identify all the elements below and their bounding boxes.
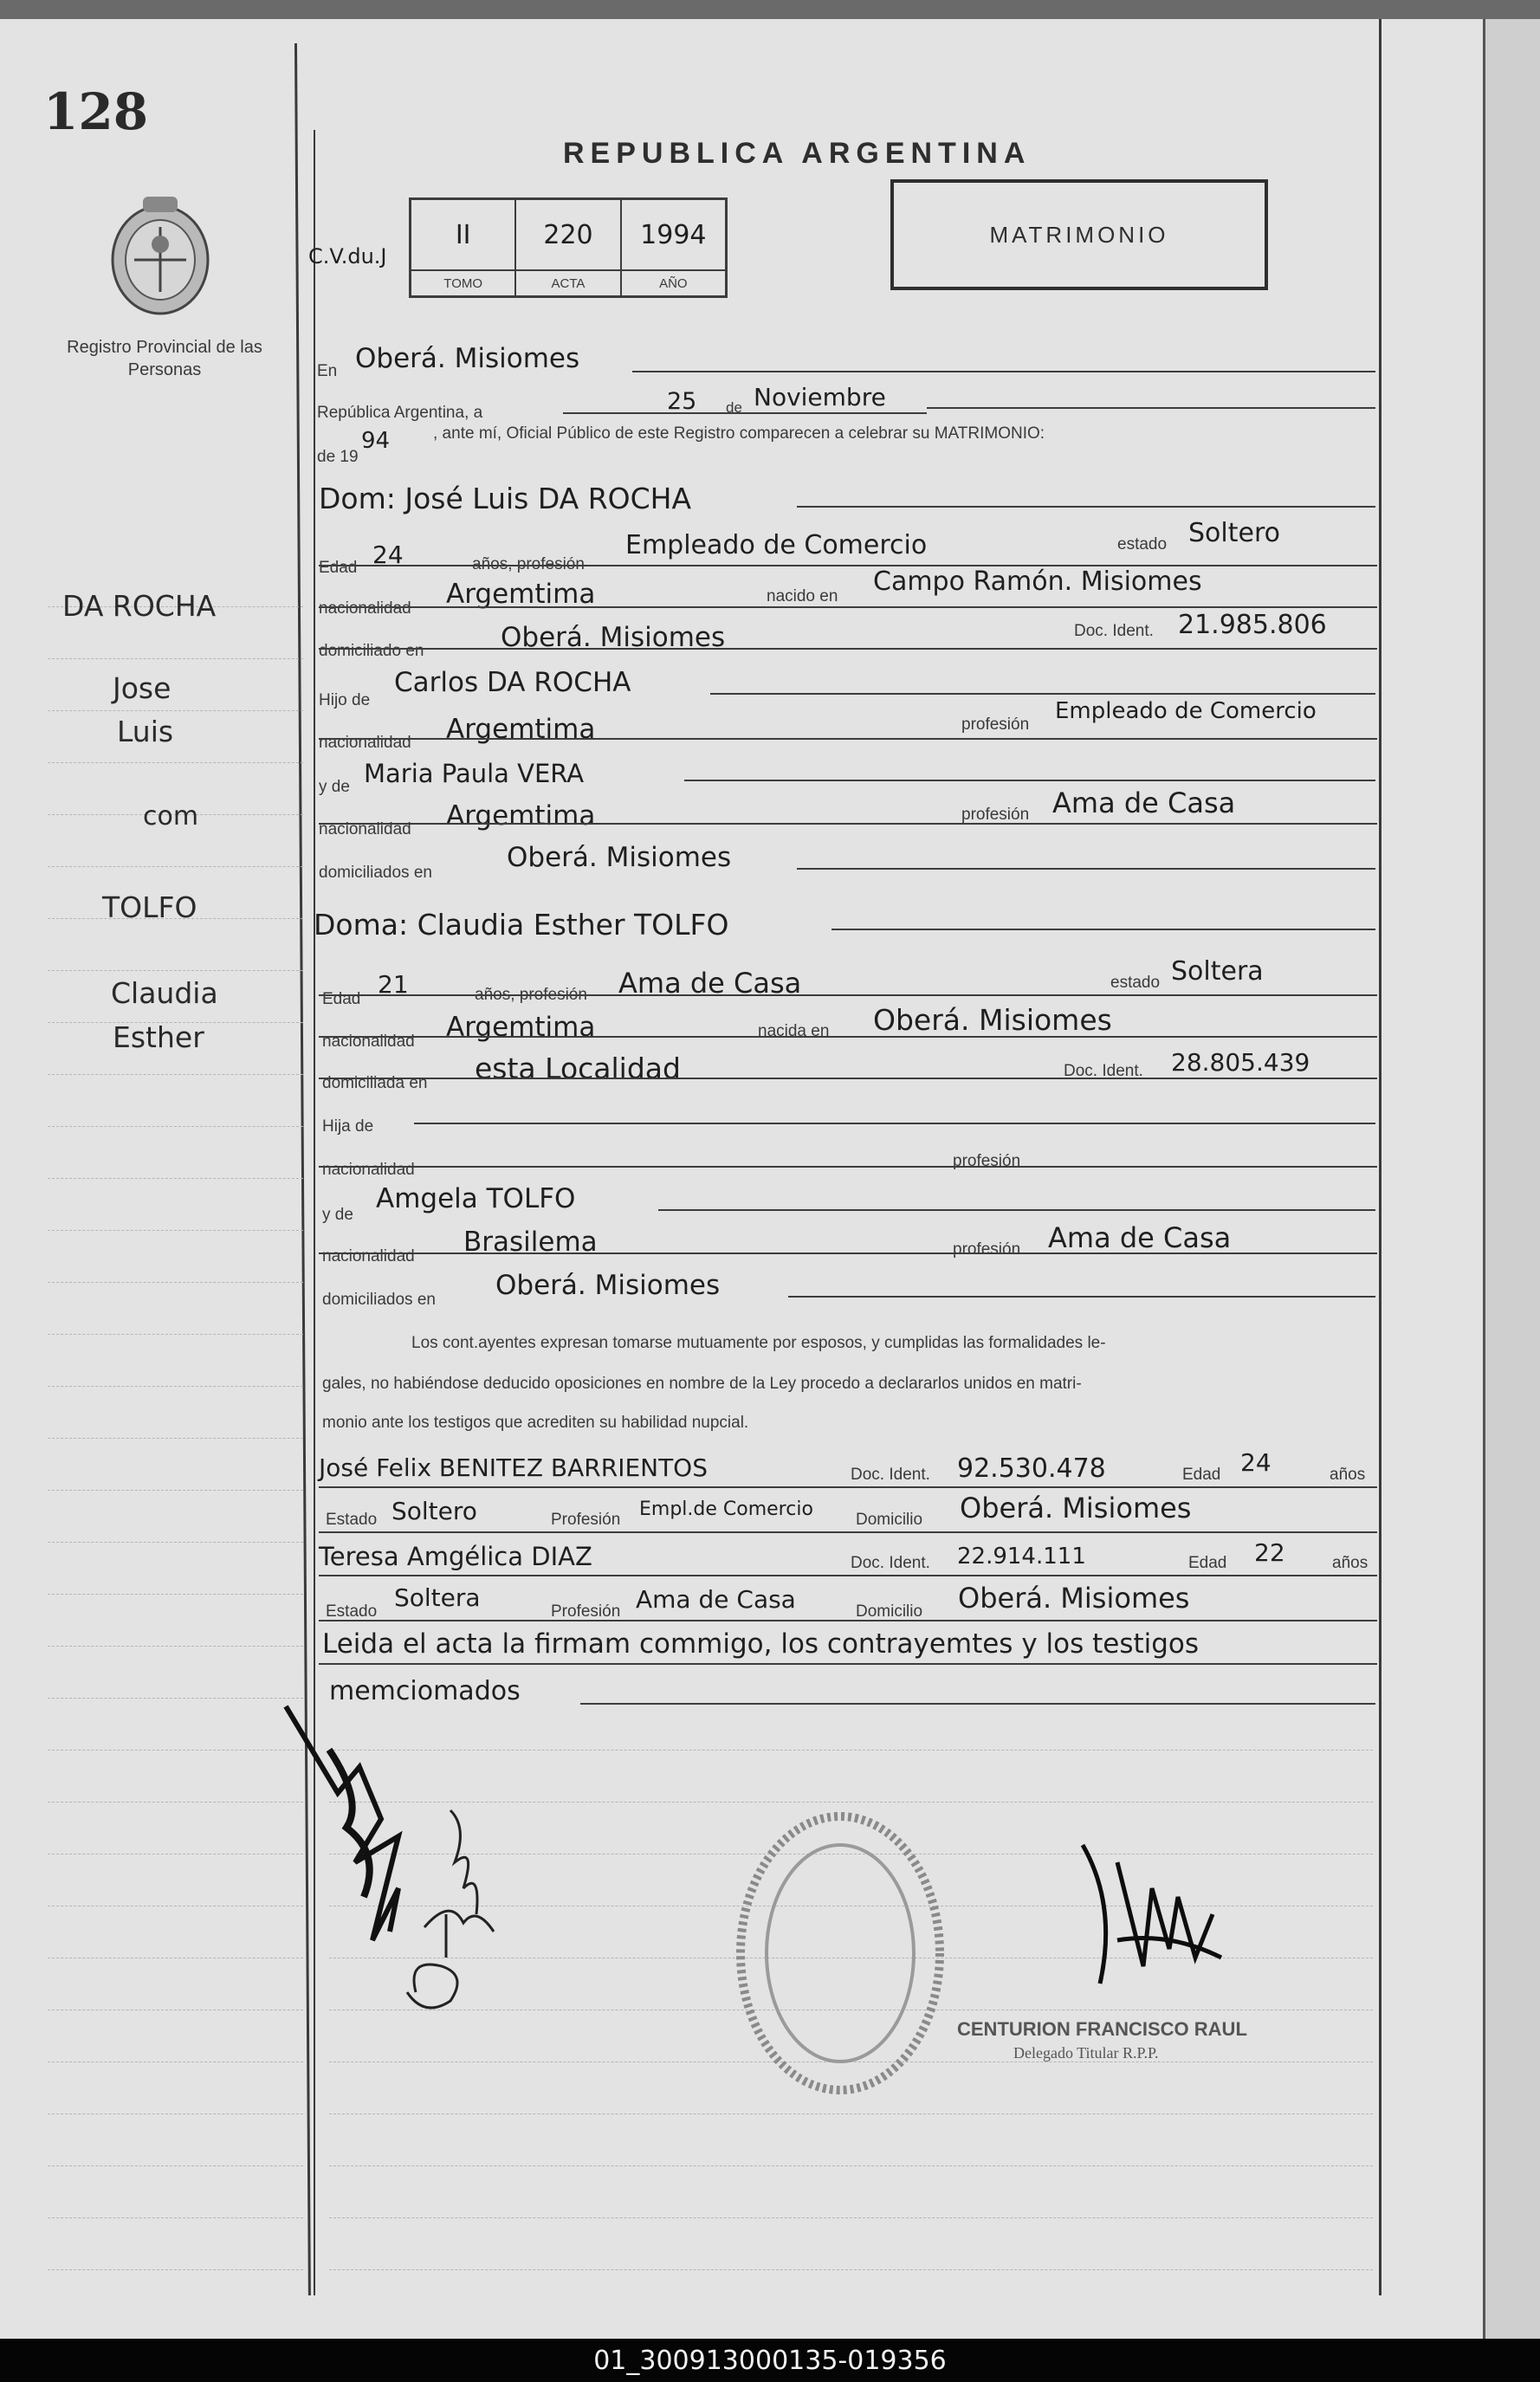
groom-mother-nationality: Argemtima: [446, 800, 596, 832]
label-nacido-en: nacido en: [767, 587, 838, 605]
margin-conjunction: com: [143, 801, 199, 832]
label-profesion-mother: profesión: [961, 806, 1030, 824]
label-nacionalidad-mother: nacionalidad: [319, 820, 411, 838]
groom-nationality: Argemtima: [446, 579, 596, 610]
witness1-age: 24: [1240, 1448, 1271, 1477]
officer-name: CENTURION FRANCISCO RAUL: [957, 2018, 1247, 2040]
groom-age: 24: [372, 540, 404, 569]
act-year-suffix: 94: [361, 428, 391, 454]
groom-status: Soltero: [1188, 518, 1280, 548]
register-prefix: C.V.du.J: [308, 244, 387, 269]
label-de-year: de 19: [317, 448, 359, 466]
act-month: Noviembre: [754, 383, 886, 411]
ano-label: AÑO: [622, 269, 725, 295]
label-edad: Edad: [319, 559, 358, 577]
bride-birthplace: Oberá. Misiomes: [873, 1003, 1112, 1037]
label-y-de-bride: y de: [322, 1206, 353, 1224]
witness1-domicile: Oberá. Misiomes: [960, 1492, 1192, 1524]
label-anos-w2: años: [1332, 1554, 1369, 1572]
label-republica: República Argentina, a: [317, 404, 483, 422]
label-anos-profesion: años, profesión: [472, 555, 585, 573]
witness1-profession: Empl.de Comercio: [639, 1498, 813, 1520]
bride-nationality: Argemtima: [446, 1012, 596, 1043]
acta-value: 220: [543, 219, 593, 250]
institution-label: Registro Provincial de las Personas: [67, 338, 262, 379]
page-number: 128: [43, 82, 149, 141]
witness1-doc: 92.530.478: [957, 1453, 1106, 1484]
acta-label: ACTA: [516, 269, 619, 295]
groom-father: Carlos DA ROCHA: [394, 667, 631, 698]
label-edad-w2: Edad: [1188, 1554, 1227, 1572]
label-edad-w1: Edad: [1182, 1466, 1221, 1484]
witness1-status: Soltero: [391, 1497, 477, 1525]
register-table: [409, 197, 728, 298]
label-anos-profesion-bride: años, profesión: [475, 986, 587, 1004]
label-nacionalidad-bride-father: nacionalidad: [322, 1161, 415, 1179]
official-stamp: [728, 1806, 953, 2100]
label-nacionalidad-bride: nacionalidad: [322, 1032, 415, 1051]
label-nacida-en: nacida en: [758, 1022, 830, 1040]
margin-bride-name2: Esther: [113, 1020, 204, 1054]
signature-officer: [1065, 1836, 1239, 2010]
witness2-profession: Ama de Casa: [636, 1585, 796, 1614]
label-nacionalidad-bride-mother: nacionalidad: [322, 1247, 415, 1265]
groom-birthplace: Campo Ramón. Misiomes: [873, 566, 1202, 597]
groom-father-profession: Empleado de Comercio: [1055, 698, 1317, 724]
groom-parents-domicile: Oberá. Misiomes: [507, 842, 732, 873]
bride-mother-profession: Ama de Casa: [1048, 1221, 1232, 1254]
margin-groom-name2: Luis: [117, 715, 174, 748]
label-profesion-bride-mother: profesión: [953, 1240, 1021, 1259]
label-estado-w2: Estado: [326, 1602, 378, 1621]
closing-line-1: Leida el acta la firmam commigo, los contrayemtes y los testigos: [322, 1628, 1200, 1660]
witness2-name: Teresa Amgélica DIAZ: [319, 1542, 592, 1571]
record-type-box: MATRIMONIO: [890, 179, 1268, 290]
bride-domicile: esta Localidad: [475, 1052, 681, 1085]
label-en: En: [317, 362, 338, 380]
groom-mother: Maria Paula VERA: [364, 759, 585, 788]
tomo-label: TOMO: [411, 269, 514, 295]
bride-mother: Amgela TOLFO: [376, 1183, 576, 1214]
groom-title: Dom: José Luis DA ROCHA: [319, 482, 692, 515]
label-doc-ident: Doc. Ident.: [1074, 622, 1154, 640]
signature-contrayentes: [277, 1698, 554, 2062]
label-profesion-w2: Profesión: [551, 1602, 621, 1621]
label-y-de: y de: [319, 778, 350, 796]
margin-groom-surname: DA ROCHA: [62, 589, 217, 623]
tomo-cell: [411, 200, 516, 295]
label-domiciliados-en-bride: domiciliados en: [322, 1291, 436, 1309]
groom-profession: Empleado de Comercio: [625, 530, 928, 560]
label-estado: estado: [1117, 535, 1168, 553]
label-estado-bride: estado: [1110, 974, 1161, 992]
tomo-value: II: [455, 219, 471, 250]
bride-age: 21: [378, 970, 409, 999]
coat-of-arms-emblem: [104, 192, 217, 322]
acta-cell: [516, 200, 621, 295]
bride-doc: 28.805.439: [1171, 1048, 1310, 1077]
declaration-line-3: monio ante los testigos que acrediten su habilidad nupcial.: [322, 1414, 749, 1432]
bride-title: Doma: Claudia Esther TOLFO: [314, 908, 729, 942]
ano-value: 1994: [640, 219, 707, 250]
groom-domicile: Oberá. Misiomes: [501, 622, 726, 653]
label-doc-ident-bride: Doc. Ident.: [1064, 1062, 1143, 1080]
country-title: REPUBLICA ARGENTINA: [563, 137, 1032, 170]
label-ante: , ante mí, Oficial Público de este Registro comparecen a celebrar su MATRIMONIO:: [433, 424, 1045, 443]
bride-status: Soltera: [1171, 956, 1264, 987]
label-edad-bride: Edad: [322, 990, 361, 1008]
label-domicilio-w1: Domicilio: [856, 1511, 923, 1529]
witness1-name: José Felix BENITEZ BARRIENTOS: [319, 1453, 708, 1482]
bride-profession: Ama de Casa: [618, 967, 802, 1000]
margin-bride-surname: TOLFO: [102, 890, 197, 924]
label-hijo-de: Hijo de: [319, 691, 371, 709]
margin-bride-name1: Claudia: [111, 976, 218, 1010]
image-code: 01_300913000135-019356: [593, 2345, 947, 2376]
label-profesion-father: profesión: [961, 715, 1030, 734]
declaration-line-1: Los cont.ayentes expresan tomarse mutuamente por esposos, y cumplidas las formalidades le-: [411, 1334, 1106, 1352]
witness2-domicile: Oberá. Misiomes: [958, 1582, 1190, 1615]
label-estado-w1: Estado: [326, 1511, 378, 1529]
bride-parents-domicile: Oberá. Misiomes: [495, 1270, 721, 1301]
witness2-status: Soltera: [394, 1583, 481, 1612]
label-de-month: de: [726, 399, 742, 416]
margin-groom-name1: Jose: [113, 671, 171, 705]
act-place: Oberá. Misiomes: [355, 343, 580, 374]
label-domiciliada-en: domiciliada en: [322, 1074, 428, 1092]
groom-mother-profession: Ama de Casa: [1052, 786, 1236, 819]
label-domiciliados-en: domiciliados en: [319, 864, 432, 882]
bride-mother-nationality: Brasilema: [463, 1227, 598, 1258]
witness2-age: 22: [1254, 1538, 1285, 1567]
label-doc-ident-w2: Doc. Ident.: [851, 1554, 930, 1572]
label-anos-w1: años: [1330, 1466, 1366, 1484]
label-nacionalidad-father: nacionalidad: [319, 734, 411, 752]
ano-cell: [622, 200, 725, 295]
groom-father-nationality: Argemtima: [446, 714, 596, 745]
officer-title: Delegado Titular R.P.P.: [1013, 2044, 1159, 2062]
label-hija-de: Hija de: [322, 1117, 374, 1136]
label-domiciliado-en: domiciliado en: [319, 642, 424, 660]
top-shadow: [0, 0, 1540, 19]
label-profesion-w1: Profesión: [551, 1511, 621, 1529]
closing-line-2: memciomados: [329, 1676, 521, 1706]
label-domicilio-w2: Domicilio: [856, 1602, 923, 1621]
declaration-line-2: gales, no habiéndose deducido oposiciones en nombre de la Ley procedo a declararlos unidos en matri-: [322, 1375, 1082, 1393]
label-profesion-bride-father: profesión: [953, 1152, 1021, 1170]
image-code-bar: [0, 2339, 1540, 2382]
right-frame-line: [1379, 9, 1381, 2295]
label-nacionalidad: nacionalidad: [319, 599, 411, 618]
groom-doc: 21.985.806: [1178, 610, 1327, 640]
witness2-doc: 22.914.111: [957, 1544, 1086, 1570]
label-doc-ident-w1: Doc. Ident.: [851, 1466, 930, 1484]
binding-edge: [1483, 0, 1540, 2339]
act-day: 25: [667, 388, 697, 415]
